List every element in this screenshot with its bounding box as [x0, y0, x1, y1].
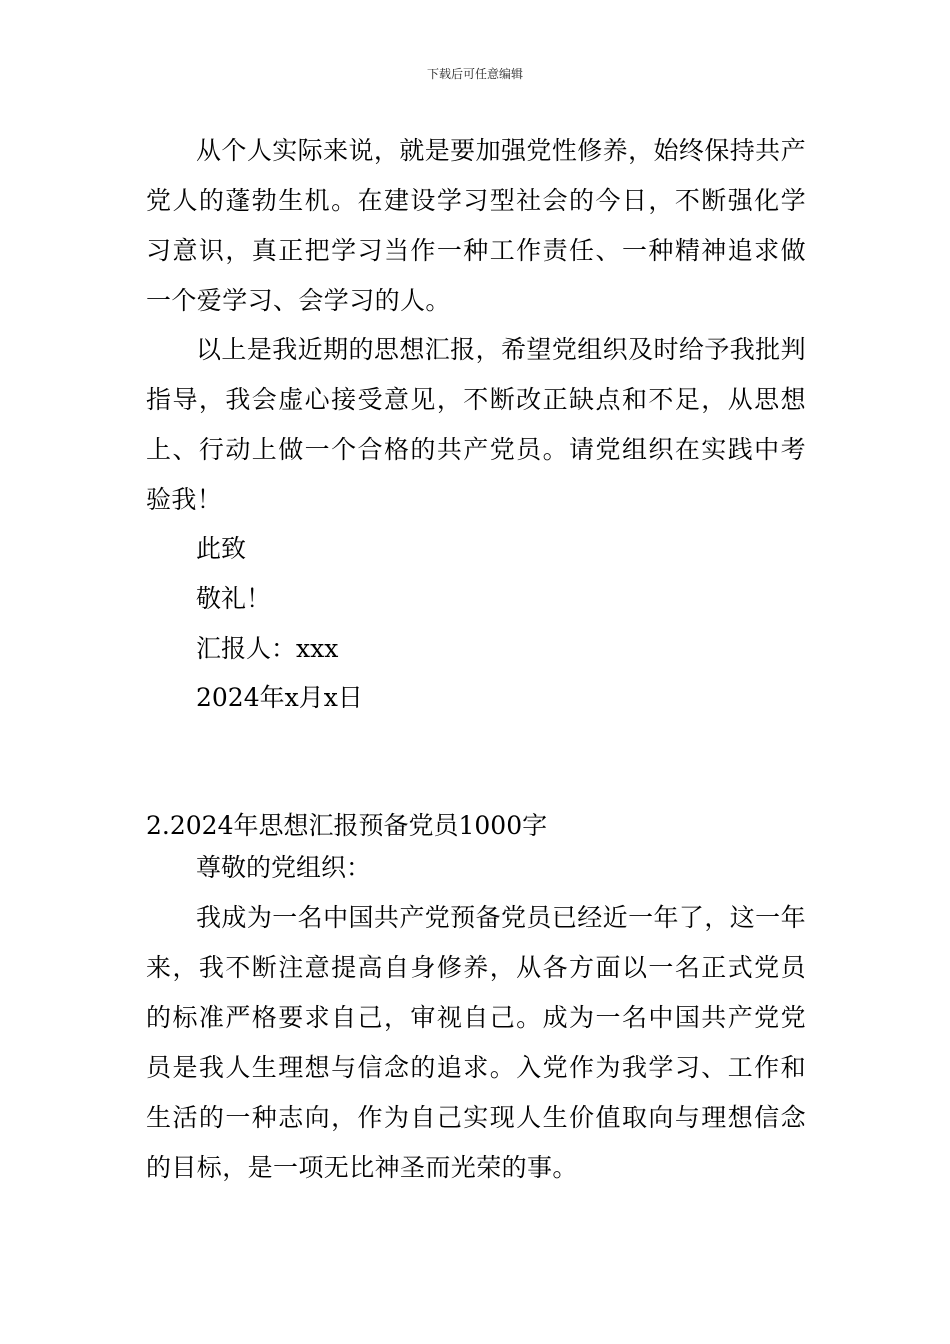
salutation: 尊敬的党组织：: [196, 853, 372, 882]
paragraph-personal-practice: [146, 126, 806, 326]
paragraph-probationary-member: [146, 893, 806, 1193]
page-header-note: 下载后可任意编辑: [426, 67, 523, 81]
section-title: 2.2024年思想汇报预备党员1000字: [146, 811, 548, 840]
closing-greeting: 此致: [196, 534, 247, 563]
closing-salute: 敬礼！: [196, 584, 272, 613]
paragraph-text: 从个人实际来说，就是要加强党性修养，始终保持共产党人的蓬勃生机。在建设学习型社会的今日，不断强化学习意识，真正把学习当作一种工作责任、一种精神追求做一个爱学习、会学习的人。: [146, 136, 806, 315]
paragraph-text: 以上是我近期的思想汇报，希望党组织及时给予我批判指导，我会虚心接受意见，不断改正缺点和不足，从思想上、行动上做一个合格的共产党员。请党组织在实践中考验我！: [146, 335, 806, 514]
paragraph-text: 我成为一名中国共产党预备党员已经近一年了，这一年来，我不断注意提高自身修养，从各方面以一名正式党员的标准严格要求自己，审视自己。成为一名中国共产党党员是我人生理想与信念的追求。入党作为我学习、工作和生活的一种志向，作为自己实现人生价值取向与理想信念的目标，是一项无比神圣而光荣的事。: [146, 903, 806, 1182]
signature-line: 汇报人：xxx: [196, 634, 339, 663]
paragraph-report-conclusion: [146, 325, 806, 525]
date-line: 2024年x月x日: [196, 683, 363, 712]
